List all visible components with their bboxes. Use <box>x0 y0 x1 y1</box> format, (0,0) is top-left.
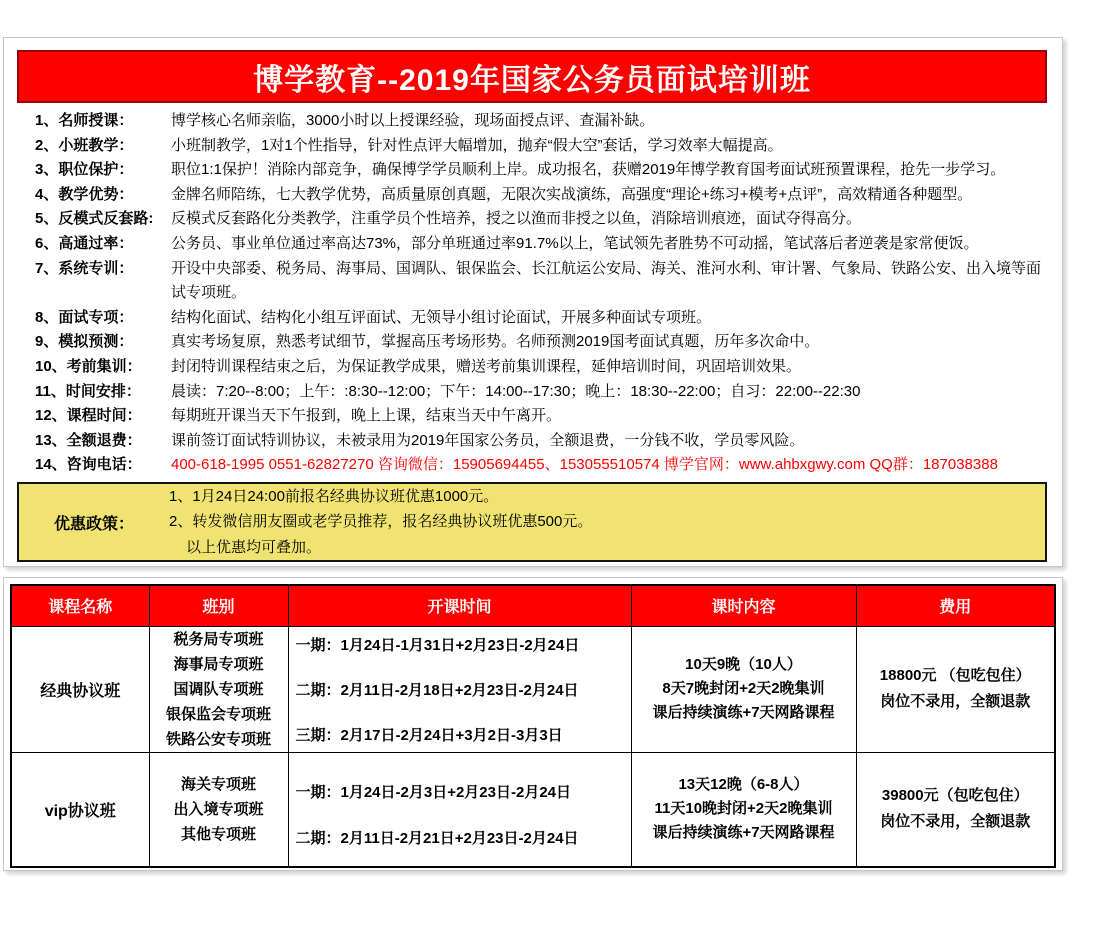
feature-label: 12、课程时间： <box>35 407 142 425</box>
promo-line-1: 1、1月24日24:00前报名经典协议班优惠1000元。 <box>169 487 499 505</box>
feature-item-1 <box>35 109 1051 134</box>
fee-amount: 39800元（包吃包住） <box>881 787 1029 805</box>
content-cell <box>631 752 856 867</box>
table-row-vip <box>11 752 1055 867</box>
content-line: 课后持续演练+7天网路课程 <box>652 824 835 842</box>
course-name: vip协议班 <box>44 802 116 820</box>
feature-text: 公务员、事业单位通过率高达73%，部分单班通过率91.7%以上，笔试领先者胜势不可动摇，笔试落后者逆袭是家常便饭。 <box>171 234 979 252</box>
features-list <box>35 109 1051 478</box>
banner <box>17 50 1047 103</box>
feature-text: 金牌名师陪练，七大教学优势，高质量原创真题，无限次实战演练，高强度“理论+练习+模考+点评”，高效精通各种题型。 <box>171 185 973 203</box>
schedule-period: 三期：2月17日-2月24日+3月2日-3月3日 <box>295 726 563 744</box>
feature-item-14-contact <box>35 453 1051 478</box>
course-table <box>10 584 1056 868</box>
class-type: 税务局专项班 <box>173 630 264 648</box>
feature-text: 封闭特训课程结束之后，为保证教学成果，赠送考前集训课程，延伸培训时间，巩固培训效果。 <box>171 357 802 375</box>
fee-note: 岗位不录用，全额退款 <box>880 813 1031 831</box>
feature-text: 课前签订面试特训协议，未被录用为2019年国家公务员，全额退费，一分钱不收，学员零风险。 <box>171 431 805 449</box>
fee-cell <box>856 752 1055 867</box>
contact-info-text: 400-618-1995 0551-62827270 咨询微信：15905694455、153055510574 博学官网：www.ahbxgwy.com QQ群：187038388 <box>171 456 998 474</box>
feature-label: 3、职位保护： <box>35 161 134 179</box>
col-header-content: 课时内容 <box>631 585 856 626</box>
course-name-cell <box>11 626 149 752</box>
class-type-cell <box>149 626 288 752</box>
feature-item-11 <box>35 380 1051 405</box>
feature-label: 2、小班教学： <box>35 136 134 154</box>
promo-lines <box>169 484 1045 561</box>
feature-item-7 <box>35 257 1051 306</box>
fee-note: 岗位不录用，全额退款 <box>880 693 1031 710</box>
feature-text: 开设中央部委、税务局、海事局、国调队、银保监会、长江航运公安局、海关、淮河水利、审计署、气象局、铁路公安、出入境等面试专项班。 <box>171 259 1042 302</box>
feature-item-4 <box>35 183 1051 208</box>
feature-label: 10、考前集训： <box>35 357 142 375</box>
feature-item-5 <box>35 207 1051 232</box>
course-name: 经典协议班 <box>40 682 121 700</box>
feature-label: 5、反模式反套路: <box>35 210 154 228</box>
col-header-class-type: 班别 <box>149 585 288 626</box>
promo-label: 优惠政策： <box>53 515 134 533</box>
schedule-period: 二期：2月11日-2月21日+2月23日-2月24日 <box>295 829 579 847</box>
feature-item-13 <box>35 429 1051 454</box>
schedule-panel <box>3 577 1063 871</box>
col-header-fee: 费用 <box>856 585 1055 626</box>
feature-text: 小班制教学，1对1个性指导，针对性点评大幅增加，抛弃“假大空”套话，学习效率大幅提高。 <box>171 136 783 154</box>
feature-text: 职位1:1保护！消除内部竞争，确保博学学员顺利上岸。成功报名，获赠2019年博学教育国考面试班预置课程，抢先一步学习。 <box>171 161 1006 179</box>
feature-item-8 <box>35 306 1051 331</box>
schedule-period: 一期：1月24日-2月3日+2月23日-2月24日 <box>295 784 572 801</box>
promo-box <box>17 482 1047 562</box>
class-type: 海事局专项班 <box>173 655 264 673</box>
start-time-cell <box>288 752 631 867</box>
feature-text: 晨读：7:20--8:00；上午：:8:30--12:00；下午：14:00--17:30；晚上：18:30--22:00；自习：22:00--22:30 <box>171 382 861 400</box>
content-line: 11天10晚封闭+2天2晚集训 <box>654 800 833 818</box>
class-type: 铁路公安专项班 <box>165 730 271 748</box>
feature-label: 4、教学优势： <box>35 185 134 203</box>
content-line: 10天9晚（10人） <box>685 656 802 673</box>
feature-item-9 <box>35 330 1051 355</box>
schedule-period: 一期：1月24日-1月31日+2月23日-2月24日 <box>295 636 580 654</box>
promo-line-2: 2、转发微信朋友圈或老学员推荐，报名经典协议班优惠500元。 <box>169 513 593 531</box>
fee-amount: 18800元 （包吃包住） <box>879 667 1031 684</box>
class-type: 银保监会专项班 <box>165 705 271 723</box>
content-line: 课后持续演练+7天网路课程 <box>652 704 835 721</box>
feature-text: 博学核心名师亲临，3000小时以上授课经验，现场面授点评、查漏补缺。 <box>171 112 655 129</box>
feature-label: 13、全额退费： <box>35 431 142 449</box>
feature-label: 8、面试专项： <box>35 308 134 326</box>
banner-title: 博学教育--2019年国家公务员面试培训班 <box>253 63 811 97</box>
feature-text: 结构化面试、结构化小组互评面试、无领导小组讨论面试，开展多种面试专项班。 <box>171 308 712 326</box>
feature-item-12 <box>35 404 1051 429</box>
course-name-cell <box>11 752 149 867</box>
feature-item-2 <box>35 134 1051 159</box>
content-line: 13天12晚（6-8人） <box>678 776 809 794</box>
col-header-course-name: 课程名称 <box>11 585 149 626</box>
feature-text: 反模式反套路化分类教学，注重学员个性培养，授之以渔而非授之以鱼，消除培训痕迹，面试夺得高分。 <box>171 210 862 228</box>
class-type-cell <box>149 752 288 867</box>
content-line: 8天7晚封闭+2天2晚集训 <box>662 680 825 697</box>
flyer-panel <box>3 37 1063 567</box>
feature-label: 11、时间安排： <box>35 382 141 400</box>
feature-text: 每期班开课当天下午报到，晚上上课，结束当天中午离开。 <box>171 407 562 425</box>
feature-item-6 <box>35 232 1051 257</box>
table-header-row <box>11 585 1055 626</box>
promo-line-3: 以上优惠均可叠加。 <box>186 538 322 556</box>
feature-item-10 <box>35 355 1051 380</box>
start-time-cell <box>288 626 631 752</box>
feature-text: 真实考场复原，熟悉考试细节，掌握高压考场形势。名师预测2019国考面试真题，历年多次命中。 <box>171 333 820 351</box>
feature-label: 1、名师授课： <box>35 112 134 129</box>
content-cell <box>631 626 856 752</box>
table-row-classic <box>11 626 1055 752</box>
col-header-start-time: 开课时间 <box>288 585 631 626</box>
class-type: 其他专项班 <box>180 825 256 843</box>
schedule-period: 二期：2月11日-2月18日+2月23日-2月24日 <box>295 681 579 699</box>
class-type: 国调队专项班 <box>173 680 264 698</box>
fee-cell <box>856 626 1055 752</box>
class-type: 出入境专项班 <box>173 800 264 818</box>
feature-label: 14、咨询电话： <box>35 456 142 474</box>
feature-item-3 <box>35 158 1051 183</box>
feature-label: 7、系统专训： <box>35 259 134 277</box>
class-type: 海关专项班 <box>180 775 256 793</box>
feature-label: 6、高通过率： <box>35 234 134 252</box>
feature-label: 9、模拟预测： <box>35 333 134 351</box>
